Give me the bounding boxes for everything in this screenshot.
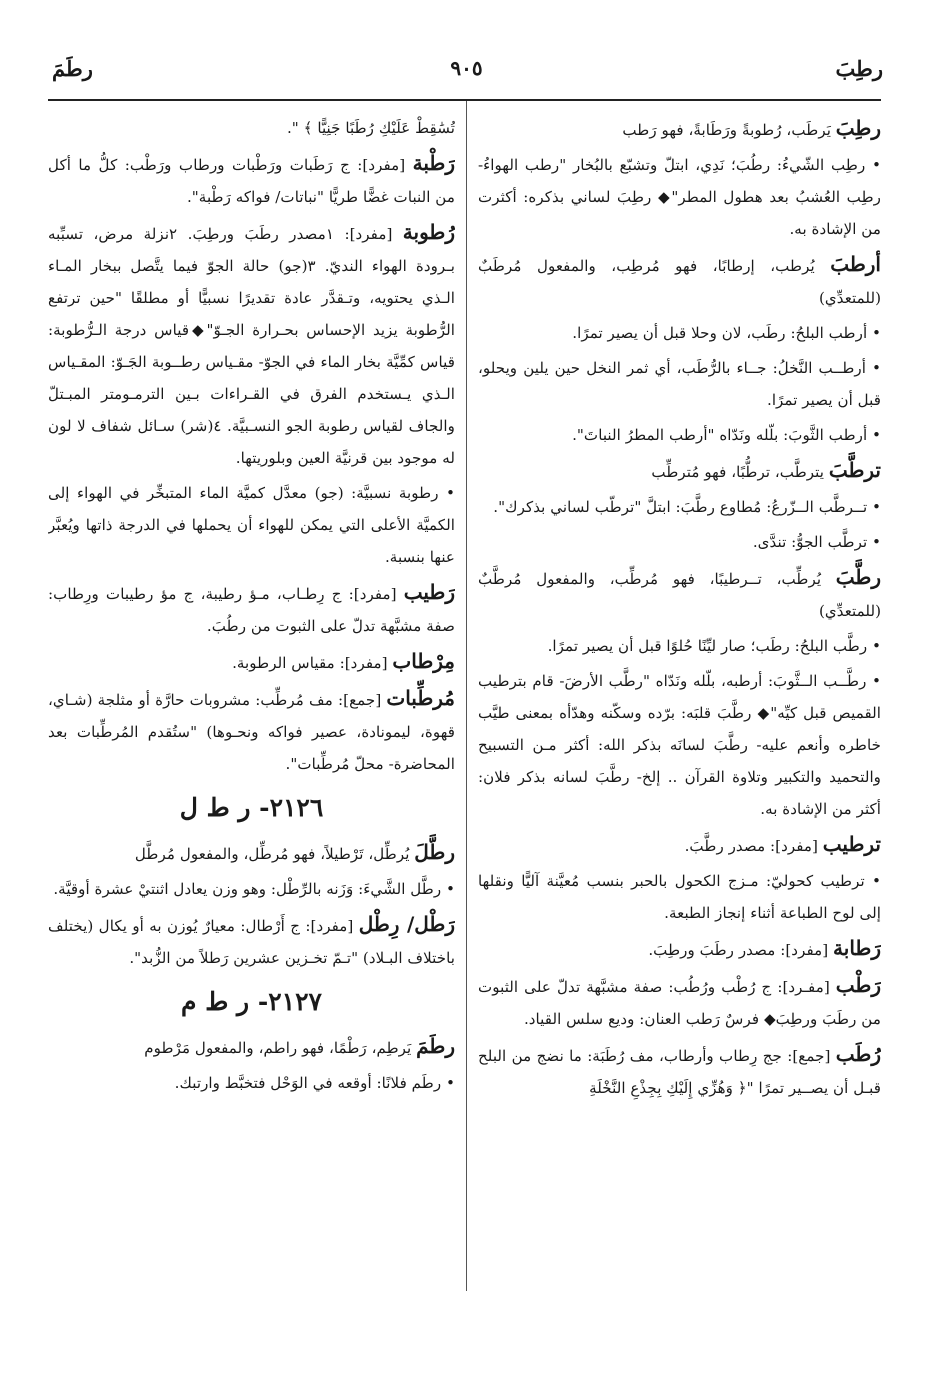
definition-text: [مفرد]: مصدر رطَبَ ورطِبَ. bbox=[648, 941, 834, 959]
sense-line bbox=[478, 865, 881, 929]
dictionary-entry bbox=[48, 216, 455, 474]
headword: رطَمَ bbox=[416, 1034, 455, 1058]
headword: رَطيب bbox=[403, 580, 455, 604]
dictionary-entry bbox=[48, 1030, 455, 1064]
dictionary-entry bbox=[478, 828, 881, 862]
headword: رَطْبة bbox=[412, 151, 455, 175]
dictionary-entry bbox=[48, 682, 455, 780]
definition-text: [مفرد]: ١مصدر رطَبَ ورطِبَ. ٢نزلة مرض، تسبِّبه بـرودة الهواء النديّ. ٣(جو) حالة الجوّ فيما يتَّصل ببخار المـاء الـذي يحتويه، وتـقدَّر عادة تقديرًا نسبيًّا أو مطلقًا "حين ترتفع الرُّطوبة يزيد الإحساس بحـرارة الجـوّ"◆قياس درجة الـرُّطوبة: قياس كمِّيَّة بخار الماء في الجوّ- مقـياس رطــوبة الجَـوّ: المقـياس الـذي يـستخدم الفرق في القـراءات بـين الترمـومتر المبـتلّ والجاف لقياس رطوبة الجو النسـبيَّة. ٤(شر) سـائل شفاف لا لون له موجود بين قرنيَّة العين وبلوريتها. bbox=[48, 225, 455, 467]
dictionary-entry bbox=[478, 561, 881, 627]
definition-text: • أرطــب النَّخلُ: جــاء بالرُّطَب، أي ثمر النخل حين يلين ويحلو، قبل أن يصير تمرًا. bbox=[478, 359, 881, 409]
dictionary-entry bbox=[478, 454, 881, 488]
headword: مِرْطاب bbox=[392, 649, 455, 673]
root-heading: ٢١٢٦- ر ط ل bbox=[179, 793, 324, 822]
sense-line bbox=[48, 112, 455, 144]
definition-text: • رطَّــب الــثَّوبَ: أرطبه، بلّله ونَدّاه "رطَّب الأرضَ- قام بترطيب القميص قبل كيِّه"◆ رطَّبَ قلبَه: برّده وسكّنه وهدّأه بمعنى طيَّب خاطره وأنعم عليه- رطَّبَ لسانَه بذكر الله: أكثر مـن التسبيح والتحميد والتكبير وتلاوة القرآن .. إلخ- رطَّبَ لسانه بذكر فلان: أكثر من الإشادة به. bbox=[478, 672, 881, 818]
definition-text: يُرطِّب، تــرطيبًا، فهو مُرطِّب، والمفعول مُرطَّبٌ (للمتعدِّي) bbox=[478, 570, 881, 620]
headword: رَطْل/ رِطْل bbox=[358, 912, 455, 936]
headword: رُطَب bbox=[835, 1042, 881, 1066]
dictionary-entry bbox=[48, 908, 455, 974]
definition-text: • رطَّل الشَّيءَ: وَزَنه بالرِّطْل: وهو وزن يعادل اثنتيْ عشرة أوقيَّة. bbox=[53, 880, 455, 898]
definition-text: • أرطب البلحُ: رطَب، لان وحلا قبل أن يصير تمرًا. bbox=[572, 324, 881, 342]
headword: رُطوبة bbox=[402, 220, 455, 244]
definition-text: يُرطِّل، تَرْطيلاً، فهو مُرطِّل، والمفعول مُرطَّل bbox=[134, 845, 415, 863]
definition-text: [مفرد]: مقياس الرطوبة. bbox=[232, 654, 393, 672]
headword: مُرطِّبات bbox=[386, 686, 455, 710]
dictionary-entry bbox=[478, 1038, 881, 1104]
column-separator bbox=[466, 101, 467, 1291]
sense-line bbox=[48, 873, 455, 905]
definition-text: • أرطب الثَّوبَ: بلّله ونَدّاه "أرطب المطرُ النباتَ". bbox=[572, 426, 881, 444]
dictionary-entry bbox=[478, 248, 881, 314]
sense-line bbox=[48, 477, 455, 573]
dictionary-entry bbox=[478, 969, 881, 1035]
definition-text: [جمع]: مف مُرطِّب: مشروبات حارَّة أو مثلجة (شـاي، قهوة، ليمونادة، عصير فواكه ونحـوها) "ستُقدم المُرطِّبات بعد المحاضرة- محلّ مُرطِّبات". bbox=[48, 691, 455, 773]
dictionary-entry bbox=[48, 147, 455, 213]
sense-line bbox=[478, 491, 881, 523]
page-header bbox=[30, 56, 903, 88]
headword: ترطيب bbox=[822, 832, 881, 856]
sense-line bbox=[478, 630, 881, 662]
definition-text: • تــرطَّب الــزّرعُ: مُطاوع رطَّبَ: ابتلَّ "ترطّب لساني بذكرك". bbox=[493, 498, 881, 516]
left-column bbox=[48, 112, 455, 1289]
headword: رطِبَ bbox=[835, 116, 881, 140]
dictionary-entry bbox=[478, 932, 881, 966]
sense-line bbox=[48, 1067, 455, 1099]
headword: رَطابة bbox=[833, 936, 881, 960]
definition-text: • رطِب الشّيءُ: رطُبَ؛ نَدِي، ابتلّ وتشبّع بالبُخار "رطب الهواءُ- رطِب العُشبُ بعد هطول المطر"◆ رطِبَ لساني بذكره: أكثرت من الإشادة به. bbox=[478, 156, 881, 238]
sense-line bbox=[478, 317, 881, 349]
headword: رَطْب bbox=[835, 973, 881, 997]
sense-line bbox=[478, 526, 881, 558]
dictionary-entry bbox=[48, 645, 455, 679]
definition-text: • رطوبة نسبيَّة: (جو) معدَّل كميَّة الماء المتبخِّر في الهواء إلى الكميَّة الأعلى التي يمكن للهواء أن يحملها في الدرجة ذاتها ويُعبَّر عنها بنسبة. bbox=[48, 484, 455, 566]
definition-text: يُرطب، إرطابًا، فهو مُرطِب، والمفعول مُرطَبٌ (للمتعدِّي) bbox=[478, 257, 881, 307]
header-rule bbox=[48, 99, 881, 101]
headword: أرطبَ bbox=[830, 252, 881, 276]
page-number: ٩٠٥ bbox=[450, 56, 483, 80]
header-guide-word-right: رطِبَ bbox=[835, 56, 883, 81]
headword: رطَّلَ bbox=[414, 840, 455, 864]
definition-text: يَرطِم، رَطْمًا، فهو راطم، والمفعول مَرْطوم bbox=[144, 1039, 417, 1057]
definition-text: [مفـرد]: ج رُطْب ورُطُب: صفة مشبَّهة تدلّ على الثبوت من رطَبَ ورطِبَ◆ فرسٌ رَطب العنان: وديع سلس القياد. bbox=[478, 978, 881, 1028]
sense-line bbox=[478, 665, 881, 825]
definition-text: [مفرد]: مصدر رطَّبَ. bbox=[684, 837, 823, 855]
headword: رطَّبَ bbox=[835, 565, 881, 589]
definition-text: يترطَّب، ترطُّبًا، فهو مُترطِّب bbox=[651, 463, 829, 481]
definition-text: يَرطَب، رُطوبةً ورَطَابةً، فهو رَطب bbox=[622, 121, 836, 139]
headword: ترطَّبَ bbox=[828, 458, 881, 482]
definition-text: • رطَم فلانًا: أوقعه في الوَحْل فتخبَّط وارتبك. bbox=[174, 1074, 455, 1092]
right-column bbox=[478, 112, 881, 1289]
dictionary-entry bbox=[48, 576, 455, 642]
definition-text: [مفرد]: ج رِطـاب، مـؤ رطيبة، ج مؤ رطيبات ورِطاب: صفة مشبَّهة تدلّ على الثبوت من رطُبَ. bbox=[48, 585, 455, 635]
definition-text: [جمع]: جج رِطاب وأرطاب، مف رُطَبَة: ما نضج من البلح قبـل أن يصــير تمرًا "﴿ وَهُزِّي إِلَيْكِ بِجِذْعِ النَّخْلَةِ bbox=[478, 1047, 881, 1097]
definition-text: [مفرد]: ج رَطَبات ورَطْبات ورطاب ورَطْب: كلُّ ما أكل من النبات غضًّا طريًّا "نباتات/ فواكه رَطْبة". bbox=[48, 156, 455, 206]
dictionary-entry bbox=[478, 112, 881, 146]
definition-text: تُسَٰقِطْ عَلَيْكِ رُطَبًا جَنِيًّا ﴾ ". bbox=[286, 119, 455, 137]
dictionary-entry bbox=[48, 836, 455, 870]
definition-text: [مفرد]: ج أَرْطال: معيارٌ يُوزن به أو يكال (يختلف باختلاف البـلاد) "تـمّ تخـزين عشرين رَطلاً من الزُّبد". bbox=[48, 917, 455, 967]
sense-line bbox=[478, 352, 881, 416]
definition-text: • ترطيب كحوليّ: مـزج الكحول بالحبر بنسب مُعيَّنة آليًّا ونقلها إلى لوح الطباعة أثناء إنجاز الطبعة. bbox=[478, 872, 881, 922]
root-heading: ٢١٢٧- ر ط م bbox=[181, 987, 322, 1016]
definition-text: • ترطَّب الجوُّ: تندَّى. bbox=[752, 533, 881, 551]
sense-line bbox=[478, 419, 881, 451]
sense-line bbox=[478, 149, 881, 245]
definition-text: • رطَّب البلحُ: رطَب؛ صار ليِّنًا حُلوًا قبل أن يصير تمرًا. bbox=[547, 637, 881, 655]
header-guide-word-left: رطَمَ bbox=[52, 56, 93, 81]
